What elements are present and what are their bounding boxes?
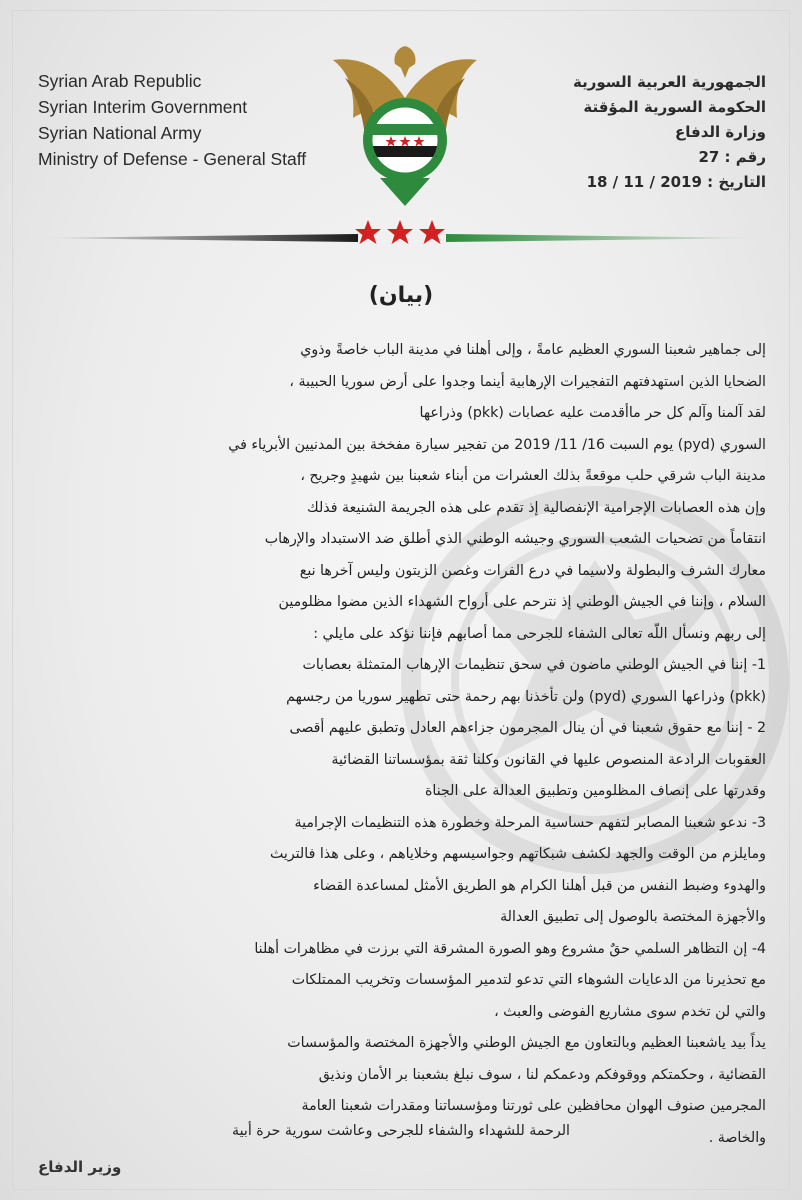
body-line: 4- إن التظاهر السلمي حقٌ مشروع وهو الصورة المشرقة التي برزت في مظاهرات أهلنا xyxy=(254,940,766,957)
body-line: والتي لن تخدم سوى مشاريع الفوضى والعبث ، xyxy=(494,1003,766,1020)
body-line: العقوبات الرادعة المنصوص عليها في القانون وكلنا ثقة بمؤسساتنا القضائية xyxy=(331,751,766,768)
header-english-line-4: Ministry of Defense - General Staff xyxy=(38,149,307,169)
body-line: 1- إننا في الجيش الوطني ماضون في سحق تنظيمات الإرهاب المتمثلة بعصابات xyxy=(302,657,766,673)
body-line: يداً بيد ياشعبنا العظيم وبالتعاون مع الجيش الوطني والأجهزة المختصة والمؤسسات xyxy=(287,1035,766,1051)
statement-body xyxy=(38,335,766,1154)
header-arabic-line-1: الجمهورية العربية السورية xyxy=(573,73,766,91)
body-line: السلام ، وإننا في الجيش الوطني إذ نترحم على أرواح الشهداء الذين مضوا مظلومين xyxy=(278,594,766,610)
closing-line: الرحمة للشهداء والشفاء للجرحى وعاشت سورية حرة أبية xyxy=(232,1123,570,1139)
header-arabic-line-2: الحكومة السورية المؤقتة xyxy=(583,98,766,116)
body-line: انتقاماً من تضحيات الشعب السوري وجيشه الوطني الذي أطلق ضد الاستبداد والإرهاب xyxy=(264,531,766,547)
statement-title: (بيان) xyxy=(368,283,434,308)
body-line: إلى ربهم ونسأل اللّه تعالى الشفاء للجرحى مما أصابهم فإننا نؤكد على مايلي : xyxy=(313,625,766,642)
body-line: السوري (pyd) يوم السبت 16/ 11/ 2019 من تفجير سيارة مفخخة بين المدنيين الأبرياء في xyxy=(228,436,766,453)
header-arabic xyxy=(573,70,766,195)
body-line: الضحايا الذين استهدفتهم التفجيرات الإرهابية أينما وجدوا على أرض سوريا الحبيبة ، xyxy=(289,373,766,390)
signature: وزير الدفاع xyxy=(38,1158,122,1176)
body-line: (pkk) وذراعها السوري (pyd) ولن تأخذنا بهم رحمة حتى تطهير سوريا من رجسهم xyxy=(286,688,766,705)
body-line: مدينة الباب شرقي حلب موقعةً بذلك العشرات من أبناء شعبنا بين شهيدٍ وجريح ، xyxy=(300,468,766,484)
body-line: وإن هذه العصابات الإجرامية الإنفصالية إذ تقدم على هذه الجريمة الشنيعة فذلك xyxy=(306,499,766,516)
body-line: المجرمين صنوف الهوان محافظين على ثورتنا ومؤسساتنا ومقدرات شعبنا العامة xyxy=(301,1098,766,1114)
body-line: ومايلزم من الوقت والجهد لكشف شبكاتهم وجواسيسهم وخلاياهم ، وعلى هذا فالتريث xyxy=(269,846,766,862)
body-line: والهدوء وضبط النفس من قبل أهلنا الكرام هو الطريق الأمثل لمساعدة القضاء xyxy=(313,877,766,894)
three-stars-icon xyxy=(352,216,448,250)
header-english xyxy=(38,68,306,172)
header-arabic-date: التاريخ : 2019 / 11 / 18 xyxy=(586,173,766,191)
header-arabic-line-3: وزارة الدفاع xyxy=(675,123,766,141)
body-line: وقدرتها على إنصاف المظلومين وتطبيق العدالة على الجناة xyxy=(424,783,766,799)
body-line: مع تحذيرنا من الدعايات الشوهاء التي تدعو لتدمير المؤسسات وتخريب الممتلكات xyxy=(291,972,766,988)
body-line: والأجهزة المختصة بالوصول إلى تطبيق العدالة xyxy=(500,909,766,925)
body-line: لقد آلمنا وآلم كل حر ماأقدمت عليه عصابات (pkk) وذراعها xyxy=(419,405,766,421)
body-line: والخاصة . xyxy=(708,1129,766,1146)
header-arabic-number: رقم : 27 xyxy=(698,148,766,166)
header-english-line-1: Syrian Arab Republic xyxy=(38,71,202,91)
body-line: 3- ندعو شعبنا المصابر لتفهم حساسية المرحلة وخطورة هذه التنظيمات الإجرامية xyxy=(294,814,766,831)
header-english-line-3: Syrian National Army xyxy=(38,123,202,143)
body-line: القضائية ، وحكمتكم ووقوفكم ودعمكم لنا ، سوف نبلغ بشعبنا بر الأمان ونذيق xyxy=(318,1066,766,1083)
header-english-line-2: Syrian Interim Government xyxy=(38,97,248,117)
body-line: إلى جماهير شعبنا السوري العظيم عامةً ، وإلى أهلنا في مدينة الباب خاصةً وذوي xyxy=(300,342,766,358)
body-line: معارك الشرف والبطولة ولاسيما في درع الفرات وغصن الزيتون وليس آخرها نبع xyxy=(299,562,766,579)
eagle-emblem-icon xyxy=(325,38,485,208)
body-line: 2 - إننا مع حقوق شعبنا في أن ينال المجرمون جزاءهم العادل وتطبق عليهم أقصى xyxy=(289,720,766,736)
